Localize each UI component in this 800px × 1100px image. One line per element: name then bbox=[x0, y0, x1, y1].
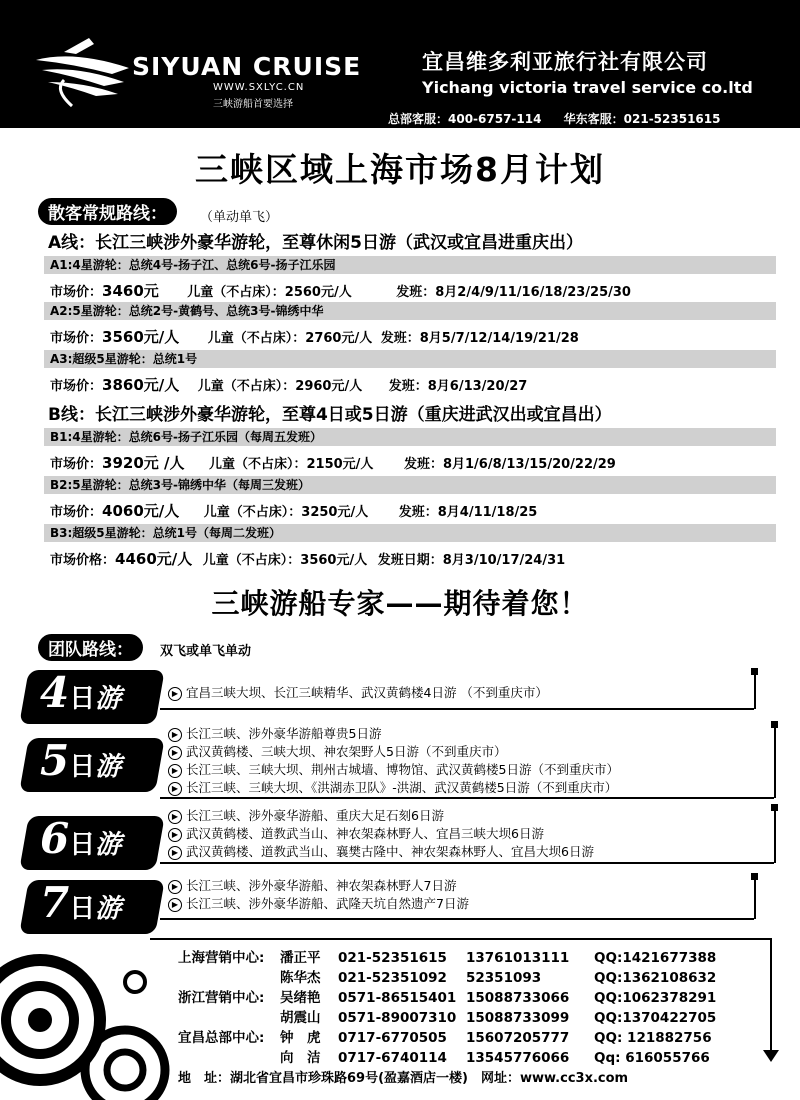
arrow-icon: ▶ bbox=[168, 764, 182, 778]
price-label: 市场价： bbox=[50, 505, 103, 520]
itinerary-item: ▶ 长江三峡、三峡大坝、《洪湖赤卫队》-洪湖、武汉黄鹤楼5日游（不到重庆市） bbox=[168, 778, 617, 796]
divider bbox=[774, 725, 776, 798]
bullet-square bbox=[751, 873, 758, 880]
arrow-icon: ▶ bbox=[168, 828, 182, 842]
brand-url[interactable]: WWW.SXLYC.CN bbox=[213, 82, 305, 93]
company-name-en: Yichang victoria travel service co.ltd bbox=[422, 78, 753, 97]
circles-decoration-icon bbox=[0, 930, 170, 1100]
departure-dates: 发班：8月2/4/9/11/16/18/23/25/30 bbox=[396, 285, 631, 300]
child-price: 儿童（不占床）：3560元/人 bbox=[202, 553, 368, 568]
contact-row: 宜昌总部中心: 钟 虎 0717-6770505 15607205777 QQ: 121882756 bbox=[178, 1030, 712, 1046]
itinerary-item: ▶ 宜昌三峡大坝、长江三峡精华、武汉黄鹤楼4日游 （不到重庆市） bbox=[168, 683, 548, 701]
child-price: 儿童（不占床）：3250元/人 bbox=[203, 505, 369, 520]
divider bbox=[160, 918, 754, 920]
divider bbox=[770, 938, 772, 1053]
divider bbox=[774, 808, 776, 863]
price-value: 3920元 /人 bbox=[102, 454, 185, 472]
price-value: 4060元/人 bbox=[102, 502, 180, 520]
departure-dates: 发班：8月5/7/12/14/19/21/28 bbox=[380, 331, 579, 346]
bullet-square bbox=[751, 668, 758, 675]
itinerary-item: ▶ 长江三峡、涉外豪华游船、重庆大足石刻6日游 bbox=[168, 806, 444, 824]
day-badge-4-label: 4日游 bbox=[40, 668, 122, 717]
itinerary-item: ▶ 武汉黄鹤楼、道教武当山、神农架森林野人、宜昌三峡大坝6日游 bbox=[168, 824, 544, 842]
contact-row: 胡震山 0571-89007310 15088733099 QQ:1370422705 bbox=[280, 1010, 717, 1026]
day-badge-5-label: 5日游 bbox=[40, 736, 122, 785]
price-value: 4460元/人 bbox=[115, 550, 193, 568]
route-b-title: B线：长江三峡涉外豪华游轮，至尊4日或5日游（重庆进武汉出或宜昌出） bbox=[48, 405, 612, 425]
divider bbox=[160, 797, 774, 799]
contact-row: 上海营销中心: 潘正平 021-52351615 13761013111 QQ:1421677388 bbox=[178, 950, 717, 966]
price-label: 市场价格： bbox=[50, 553, 116, 568]
divider bbox=[150, 938, 770, 940]
route-a2-ship: A2:5星游轮：总统2号-黄鹤号、总统3号-锦绣中华 bbox=[44, 302, 776, 320]
price-label: 市场价： bbox=[50, 457, 103, 472]
brand-tagline: 三峡游船首要选择 bbox=[213, 99, 293, 110]
route-b3-price-row bbox=[50, 548, 565, 569]
itinerary-item: ▶ 长江三峡、三峡大坝、荆州古城墙、博物馆、武汉黄鹤楼5日游（不到重庆市） bbox=[168, 760, 619, 778]
day-badge-6-label: 6日游 bbox=[40, 814, 122, 863]
day-badge-7-label: 7日游 bbox=[40, 878, 122, 927]
price-label: 市场价： bbox=[50, 285, 103, 300]
itinerary-item: ▶ 武汉黄鹤楼、三峡大坝、神农架野人5日游（不到重庆市） bbox=[168, 742, 506, 760]
arrow-icon: ▶ bbox=[168, 898, 182, 912]
route-a3-price-row bbox=[50, 374, 527, 395]
route-b1-ship: B1:4星游轮：总统6号-扬子江乐园（每周五发班） bbox=[44, 428, 776, 446]
ship-logo-icon bbox=[34, 30, 134, 110]
route-a1-ship: A1:4星游轮：总统4号-扬子江、总统6号-扬子江乐园 bbox=[44, 256, 776, 274]
address-line: 地 址：湖北省宜昌市珍珠路69号(盈嘉酒店一楼) 网址：www.cc3x.com bbox=[178, 1071, 629, 1086]
divider bbox=[754, 877, 756, 919]
divider bbox=[754, 672, 756, 709]
regular-routes-label: 散客常规路线： bbox=[38, 198, 177, 225]
bullet-square bbox=[771, 721, 778, 728]
route-a2-price-row bbox=[50, 326, 579, 347]
route-b2-price-row bbox=[50, 500, 537, 521]
route-a1-price-row bbox=[50, 280, 631, 301]
hotline-east: 华东客服：021-52351615 bbox=[563, 112, 721, 126]
route-a-title: A线：长江三峡涉外豪华游轮，至尊休闲5日游（武汉或宜昌进重庆出） bbox=[48, 233, 583, 253]
itinerary-item: ▶ 武汉黄鹤楼、道教武当山、襄樊古隆中、神农架森林野人、宜昌大坝6日游 bbox=[168, 842, 594, 860]
arrow-icon: ▶ bbox=[168, 728, 182, 742]
divider bbox=[160, 862, 774, 864]
company-name-cn: 宜昌维多利亚旅行社有限公司 bbox=[422, 50, 708, 74]
page-title: 三峡区域上海市场8月计划 bbox=[195, 150, 605, 189]
arrow-down-icon bbox=[763, 1050, 779, 1062]
itinerary-item: ▶ 长江三峡、涉外豪华游船、神农架森林野人7日游 bbox=[168, 876, 456, 894]
itinerary-item: ▶ 长江三峡、涉外豪华游船、武隆天坑自然遗产7日游 bbox=[168, 894, 469, 912]
arrow-icon: ▶ bbox=[168, 782, 182, 796]
price-label: 市场价： bbox=[50, 379, 103, 394]
bullet-square bbox=[771, 804, 778, 811]
departure-dates: 发班：8月4/11/18/25 bbox=[398, 505, 538, 520]
departure-dates: 发班：8月6/13/20/27 bbox=[388, 379, 528, 394]
child-price: 儿童（不占床）：2960元/人 bbox=[197, 379, 363, 394]
route-b3-ship: B3:超级5星游轮：总统1号（每周二发班） bbox=[44, 524, 776, 542]
itinerary-item: ▶ 长江三峡、涉外豪华游船尊贵5日游 bbox=[168, 724, 381, 742]
arrow-icon: ▶ bbox=[168, 810, 182, 824]
contact-row: 浙江营销中心: 吴绪艳 0571-86515401 15088733066 QQ:1062378291 bbox=[178, 990, 717, 1006]
arrow-icon: ▶ bbox=[168, 687, 182, 701]
child-price: 儿童（不占床）：2150元/人 bbox=[209, 457, 374, 472]
route-a3-ship: A3:超级5星游轮：总统1号 bbox=[44, 350, 776, 368]
price-label: 市场价： bbox=[50, 331, 103, 346]
arrow-icon: ▶ bbox=[168, 746, 182, 760]
contact-row: 陈华杰 021-52351092 52351093 QQ:1362108632 bbox=[280, 970, 717, 986]
departure-dates: 发班：8月1/6/8/13/15/20/22/29 bbox=[403, 457, 616, 472]
child-price: 儿童（不占床）：2560元/人 bbox=[187, 285, 352, 300]
route-b2-ship: B2:5星游轮：总统3号-锦绣中华（每周三发班） bbox=[44, 476, 776, 494]
price-value: 3560元/人 bbox=[102, 328, 180, 346]
hotlines bbox=[388, 110, 738, 127]
team-routes-label: 团队路线： bbox=[38, 634, 143, 661]
contact-row: 向 洁 0717-6740114 13545776066 Qq: 616055766 bbox=[280, 1050, 710, 1066]
slogan: 三峡游船专家——期待着您！ bbox=[211, 587, 589, 620]
divider bbox=[160, 708, 754, 710]
price-value: 3460元 bbox=[102, 282, 159, 300]
header-banner bbox=[0, 0, 800, 128]
regular-routes-note: （单动单飞） bbox=[200, 210, 279, 225]
route-b1-price-row bbox=[50, 452, 616, 473]
price-value: 3860元/人 bbox=[102, 376, 180, 394]
brand-name: SIYUAN CRUISE bbox=[132, 52, 362, 81]
arrow-icon: ▶ bbox=[168, 846, 182, 860]
departure-dates: 发班日期：8月3/10/17/24/31 bbox=[377, 553, 566, 568]
hotline-hq: 总部客服：400-6757-114 bbox=[388, 112, 542, 126]
child-price: 儿童（不占床）：2760元/人 bbox=[207, 331, 373, 346]
team-routes-note: 双飞或单飞单动 bbox=[160, 644, 252, 659]
arrow-icon: ▶ bbox=[168, 880, 182, 894]
